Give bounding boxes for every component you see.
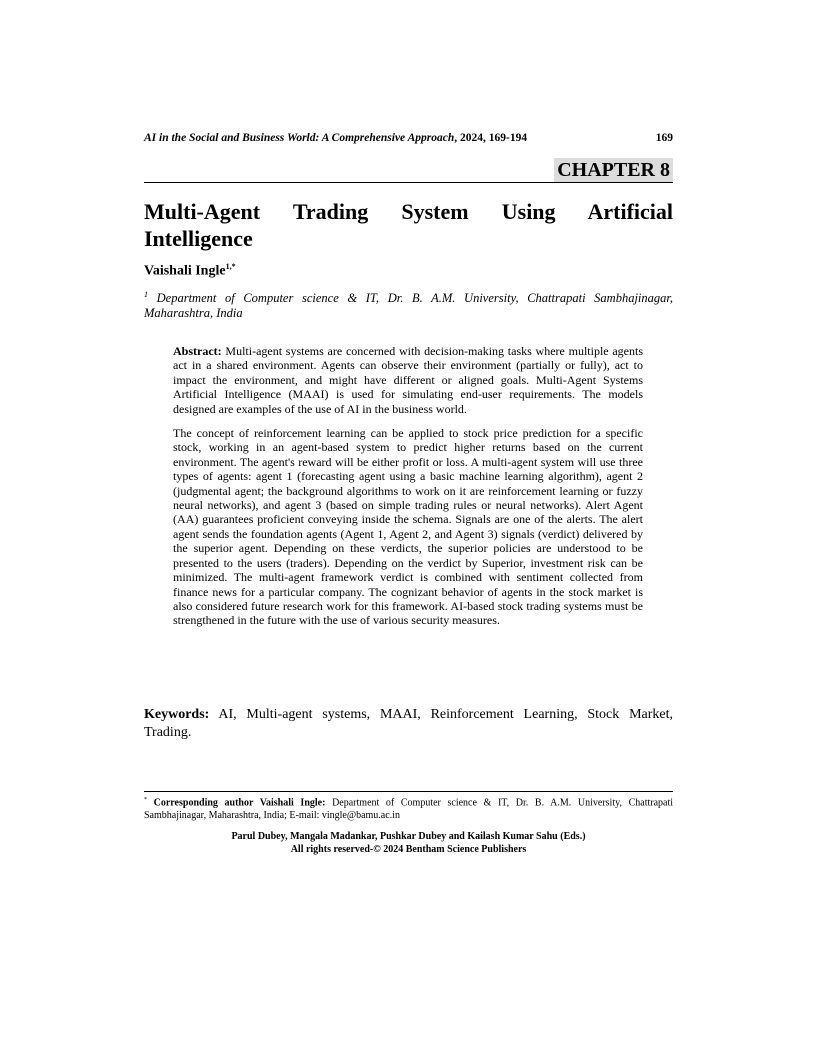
- author-name: Vaishali Ingle: [144, 263, 226, 279]
- footnote-mark: *: [144, 797, 147, 803]
- copyright-line: All rights reserved-© 2024 Bentham Science Publishers: [290, 843, 527, 855]
- affiliation-mark: 1: [144, 290, 148, 299]
- journal-details: , 2024, 169-194: [454, 132, 528, 144]
- affiliation-text: Department of Computer science & IT, Dr. B. A.M. University, Chattrapati Sambhajinagar, Maharashtra, India: [144, 291, 674, 321]
- footnote-text: Department of Computer science & IT, Dr. B. A.M. University, Chattrapati Sambhajinagar, Maharashtra, India; E-mail: vingle@bamu.ac.in: [144, 797, 674, 822]
- abstract: [173, 344, 643, 638]
- keywords-text: AI, Multi-agent systems, MAAI, Reinforcement Learning, Stock Market, Trading.: [144, 707, 673, 740]
- abstract-label: Abstract:: [173, 344, 222, 358]
- page-number: 169: [655, 132, 673, 144]
- footnote-label: Corresponding author Vaishali Ingle:: [153, 797, 326, 809]
- abstract-text-1: Multi-agent systems are concerned with decision-making tasks where multiple agents act in a shared environment. Agents can observe their environment (partially or fully), act to impact the environment, and might have different or aligned goals. Multi-Agent Systems Artificial Intelligence (MAAI) is used for simulating end-user requirements. The models designed are examples of the use of AI in the business world.: [173, 344, 644, 416]
- affiliation: [144, 287, 673, 321]
- chapter-label: CHAPTER 8: [554, 158, 673, 182]
- footnote-rule: [144, 791, 673, 792]
- editors-block: [144, 831, 673, 856]
- abstract-paragraph-1: [173, 344, 643, 416]
- chapter-title: Multi-Agent Trading System Using Artificial Intelligence: [144, 199, 673, 251]
- footnote: [144, 794, 673, 822]
- running-head: [144, 132, 673, 144]
- editors-line: Parul Dubey, Mangala Madankar, Pushkar Dubey and Kailash Kumar Sahu (Eds.): [231, 831, 586, 842]
- author-marks: 1,*: [225, 262, 236, 271]
- keywords: [144, 706, 673, 742]
- author: [144, 262, 236, 280]
- chapter-rule: [144, 182, 673, 183]
- keywords-label: Keywords:: [144, 707, 210, 722]
- journal-title: AI in the Social and Business World: A Comprehensive Approach: [144, 132, 455, 144]
- abstract-paragraph-2: The concept of reinforcement learning can be applied to stock price prediction for a specific stock, working in an agent-based system to predict higher returns based on the current environment. The agent's reward will be either profit or loss. A multi-agent system will use three types of agents: agent 1 (forecasting agent using a basic machine learning algorithm), agent 2 (judgmental agent; the background algorithms to work on it are reinforcement learning or fuzzy neural networks), and agent 3 (based on simple trading rules or neural networks). Alert Agent (AA) guarantees proficient conveying inside the schema. Signals are one of the alerts. The alert agent sends the foundation agents (Agent 1, Agent 2, and Agent 3) signals (verdict) delivered by the superior agent. Depending on these verdicts, the superior policies are understood to be presented to the users (traders). Depending on the verdict by Superior, investment risk can be minimized. The multi-agent framework verdict is combined with sentiment collected from finance news for a particular company. The cognizant behavior of agents in the stock market is also considered future research work for this framework. AI-based stock trading systems must be strengthened in the future with the use of various security measures.: [173, 426, 643, 628]
